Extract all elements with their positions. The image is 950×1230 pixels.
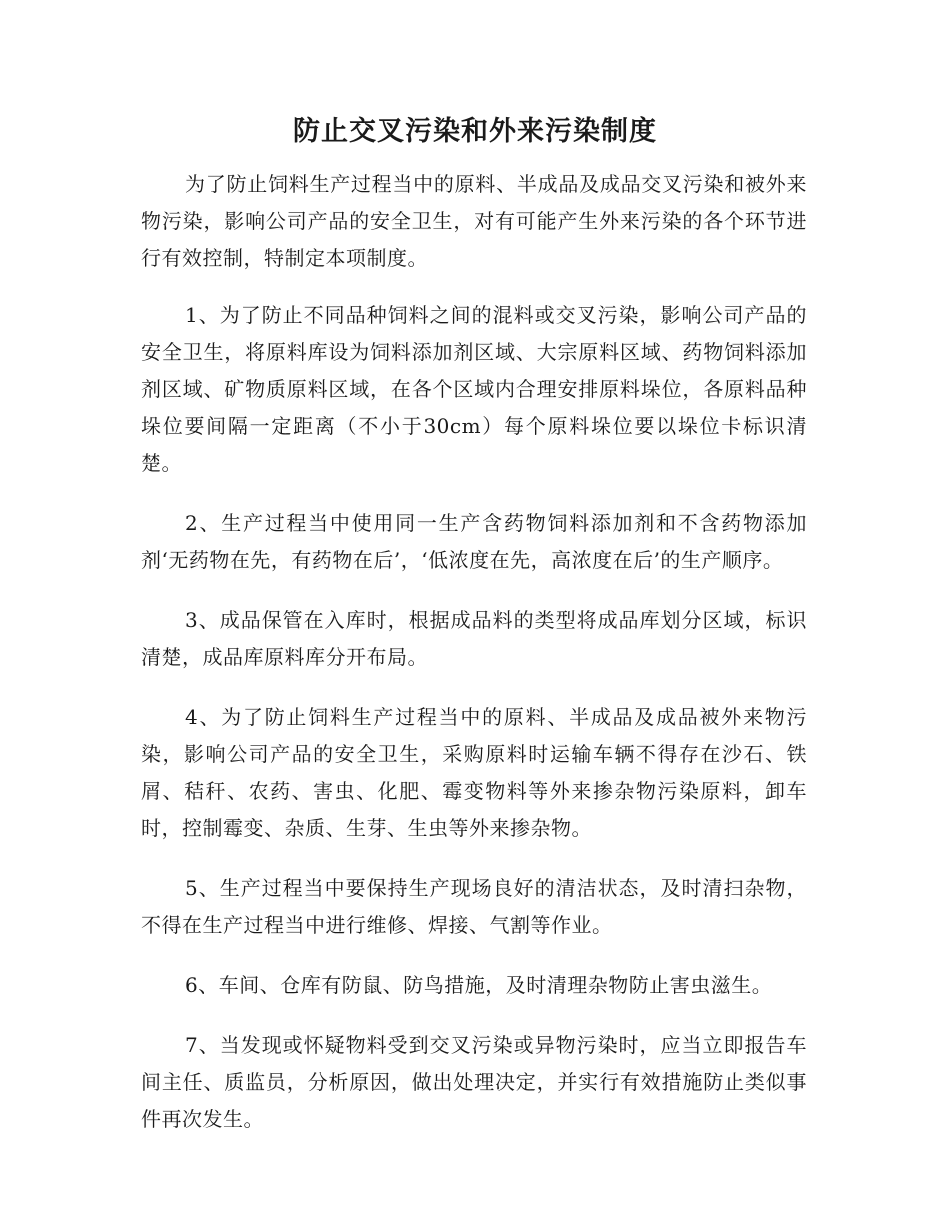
clause-paragraph-6: 6、车间、仓库有防鼠、防鸟措施，及时清理杂物防止害虫滋生。 — [185, 973, 773, 997]
document-body — [141, 166, 807, 1161]
clause-paragraph-2: 2、生产过程当中使用同一生产含药物饲料添加剂和不含药物添加剂‘无药物在先，有药物在后’，‘低浓度在先，高浓度在后’的生产顺序。 — [141, 511, 807, 572]
intro-paragraph: 为了防止饲料生产过程当中的原料、半成品及成品交叉污染和被外来物污染，影响公司产品的安全卫生，对有可能产生外来污染的各个环节进行有效控制，特制定本项制度。 — [141, 172, 807, 270]
clause-paragraph-4: 4、为了防止饲料生产过程当中的原料、半成品及成品被外来物污染，影响公司产品的安全卫生，采购原料时运输车辆不得存在沙石、铁屑、秸秆、农药、害虫、化肥、霉变物料等外来掺杂物污染原料，卸车时，控制霉变、杂质、生芽、生虫等外来掺杂物。 — [141, 705, 807, 840]
clause-paragraph-5: 5、生产过程当中要保持生产现场良好的清洁状态，及时清扫杂物，不得在生产过程当中进行维修、焊接、气割等作业。 — [141, 876, 807, 937]
clause-paragraph-3: 3、成品保管在入库时，根据成品料的类型将成品库划分区域，标识清楚，成品库原料库分开布局。 — [141, 608, 807, 669]
document-title: 防止交叉污染和外来污染制度 — [293, 116, 657, 147]
clause-paragraph-7: 7、当发现或怀疑物料受到交叉污染或异物污染时，应当立即报告车间主任、质监员，分析原因，做出处理决定，并实行有效措施防止类似事件再次发生。 — [141, 1033, 807, 1131]
clause-paragraph-1: 1、为了防止不同品种饲料之间的混料或交叉污染，影响公司产品的安全卫生，将原料库设为饲料添加剂区域、大宗原料区域、药物饲料添加剂区域、矿物质原料区域，在各个区域内合理安排原料垛位，各原料品种垛位要间隔一定距离（不小于30cm）每个原料垛位要以垛位卡标识清楚。 — [141, 303, 807, 475]
